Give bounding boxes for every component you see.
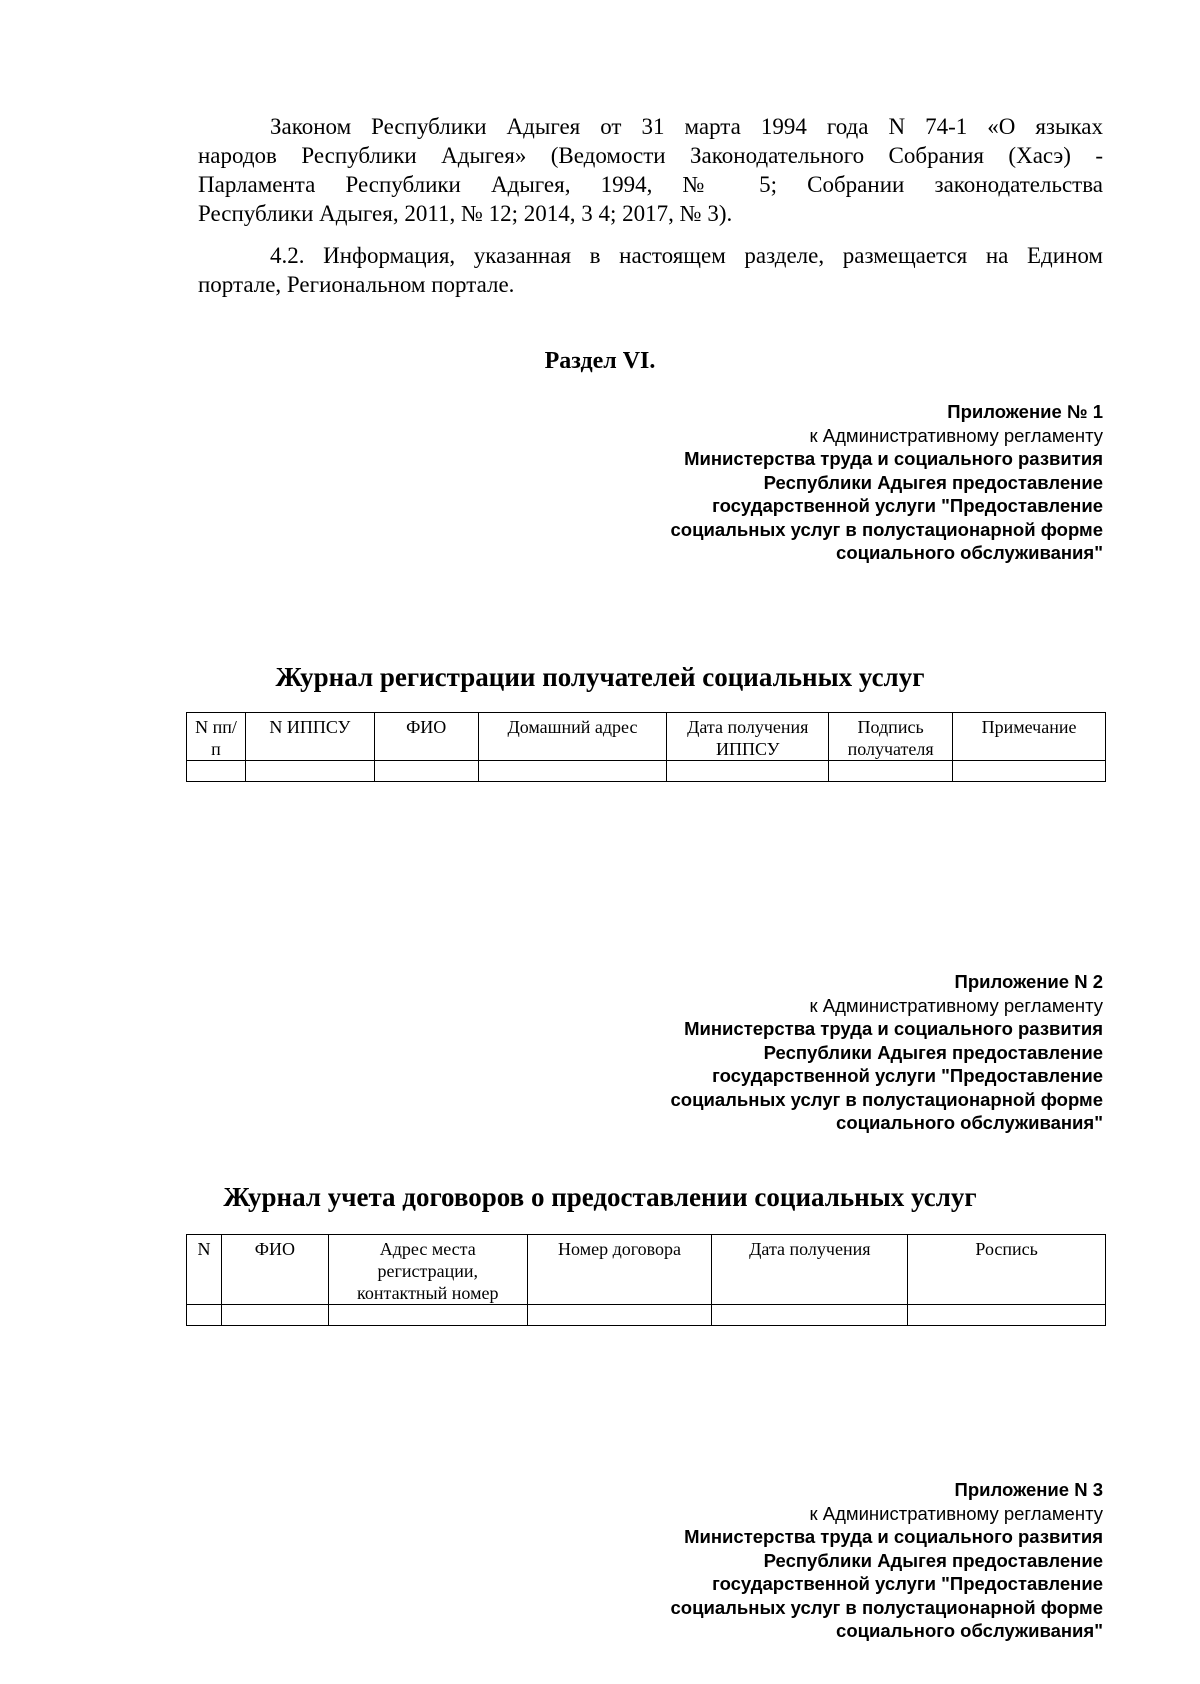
appendix-line: государственной услуги "Предоставление xyxy=(712,1573,1103,1594)
table-cell xyxy=(478,761,667,782)
table-cell xyxy=(374,761,478,782)
column-header: Роспись xyxy=(908,1235,1106,1305)
appendix-label: Приложение № 1 xyxy=(947,401,1103,422)
column-header: Номер договора xyxy=(527,1235,712,1305)
appendix-line: Министерства труда и социального развития xyxy=(684,448,1103,469)
column-header: ФИО xyxy=(221,1235,328,1305)
appendix-line: социальных услуг в полустационарной форме xyxy=(670,1088,1103,1110)
appendix-line: социального обслуживания" xyxy=(836,1620,1103,1641)
column-header: Примечание xyxy=(953,713,1106,761)
section-title: Раздел VI. xyxy=(544,348,656,374)
intro-line: Парламента Республики Адыгея, 1994, № 5; Собрании законодательства xyxy=(198,172,1103,197)
appendix-line: государственной услуги "Предоставление xyxy=(712,495,1103,516)
column-header: N ИППСУ xyxy=(245,713,374,761)
column-header: N xyxy=(187,1235,222,1305)
table-header-row xyxy=(187,1235,1106,1305)
appendix-label: Приложение N 3 xyxy=(954,1479,1103,1500)
table-cell xyxy=(328,1305,527,1326)
intro-line: Законом Республики Адыгея от 31 марта 1994 года N 74-1 «О языках xyxy=(270,114,1103,139)
column-header: Дата получения xyxy=(712,1235,908,1305)
table-cell xyxy=(712,1305,908,1326)
item-4-2-paragraph xyxy=(198,241,1103,299)
table-cell xyxy=(221,1305,328,1326)
column-header: Адрес места регистрации, контактный номер xyxy=(328,1235,527,1305)
appendix-label: Приложение N 2 xyxy=(954,971,1103,992)
appendix-line: Республики Адыгея предоставление xyxy=(763,471,1103,493)
table-cell xyxy=(667,761,829,782)
table-cell xyxy=(527,1305,712,1326)
appendix-line: к Административному регламенту xyxy=(809,1502,1103,1524)
appendix-line: социального обслуживания" xyxy=(836,542,1103,563)
item-line: портале, Региональном портале. xyxy=(198,272,515,297)
table-cell xyxy=(245,761,374,782)
item-line: 4.2. Информация, указанная в настоящем разделе, размещается на Едином xyxy=(270,243,1103,268)
table-cell xyxy=(187,1305,222,1326)
table-header-row xyxy=(187,713,1106,761)
appendix-line: Республики Адыгея предоставление xyxy=(763,1549,1103,1571)
appendix-line: социального обслуживания" xyxy=(836,1112,1103,1133)
table-row xyxy=(187,1305,1106,1326)
table-row xyxy=(187,761,1106,782)
intro-line: народов Республики Адыгея» (Ведомости Законодательного Собрания (Хасэ) - xyxy=(198,143,1103,168)
appendix-line: Республики Адыгея предоставление xyxy=(763,1041,1103,1063)
appendix-line: социальных услуг в полустационарной форме xyxy=(670,1596,1103,1618)
appendix-1-block xyxy=(583,400,1103,565)
table-cell xyxy=(829,761,953,782)
column-header: Подпись получателя xyxy=(829,713,953,761)
journal-2-table xyxy=(186,1234,1106,1326)
column-header: Домашний адрес xyxy=(478,713,667,761)
column-header: N пп/ п xyxy=(187,713,246,761)
journal-2-title: Журнал учета договоров о предоставлении социальных услуг xyxy=(223,1182,977,1212)
appendix-line: Министерства труда и социального развития xyxy=(684,1526,1103,1547)
appendix-line: к Административному регламенту xyxy=(809,424,1103,446)
intro-paragraph xyxy=(198,112,1103,228)
column-header: Дата получения ИППСУ xyxy=(667,713,829,761)
appendix-line: государственной услуги "Предоставление xyxy=(712,1065,1103,1086)
journal-1-title: Журнал регистрации получателей социальных услуг xyxy=(275,662,925,692)
appendix-2-block xyxy=(583,970,1103,1135)
table-cell xyxy=(953,761,1106,782)
table-cell xyxy=(187,761,246,782)
table-cell xyxy=(908,1305,1106,1326)
appendix-line: Министерства труда и социального развития xyxy=(684,1018,1103,1039)
journal-1-table xyxy=(186,712,1106,782)
intro-line: Республики Адыгея, 2011, № 12; 2014, 3 4; 2017, № 3). xyxy=(198,201,733,226)
appendix-line: социальных услуг в полустационарной форме xyxy=(670,518,1103,540)
appendix-3-block xyxy=(583,1478,1103,1643)
appendix-line: к Административному регламенту xyxy=(809,994,1103,1016)
column-header: ФИО xyxy=(374,713,478,761)
